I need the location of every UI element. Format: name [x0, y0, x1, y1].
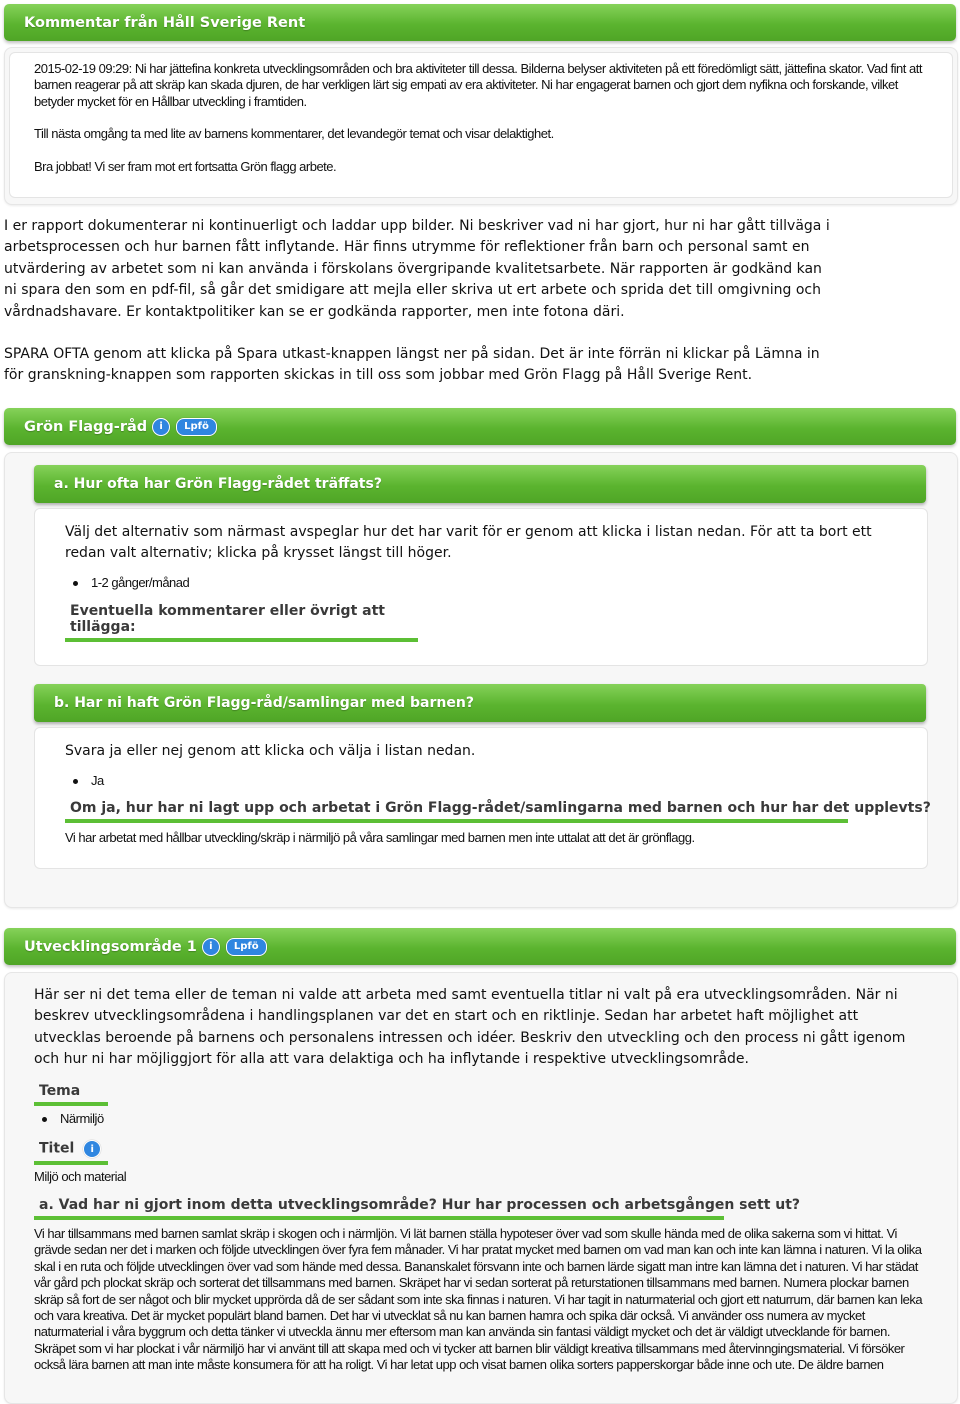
comment-paragraph-3: Bra jobbat! Vi ser fram mot ert fortsatta Grön flagg arbete.: [34, 159, 337, 174]
lpfo-badge[interactable]: Lpfö: [226, 938, 267, 956]
question-a-title: a. Hur ofta har Grön Flagg-rådet träffats?: [54, 476, 382, 492]
utvecklingsomrade-title: Utvecklingsområde 1: [24, 938, 197, 955]
question-a-comment-label: Eventuella kommentarer eller övrigt att tillägga:: [65, 603, 418, 642]
info-icon[interactable]: i: [152, 418, 170, 436]
question-a-instruction: Välj det alternativ som närmast avspeglar hur det har varit för er genom att klicka i listan nedan. För att ta bort ett redan valt alternativ; klicka på krysset längst till höger.: [65, 524, 872, 562]
question-a-header: [34, 465, 926, 503]
lpfo-badge[interactable]: Lpfö: [176, 418, 217, 436]
utvecklingsomrade-header: [4, 928, 956, 965]
utvecklingsomrade-question-a-label: a. Vad har ni gjort inom detta utvecklingsområde? Hur har processen och arbetsgången sett ut?: [34, 1197, 724, 1220]
tema-value: Närmiljö: [60, 1111, 104, 1126]
question-b-header: [34, 684, 926, 722]
intro-paragraph-1: I er rapport dokumenterar ni kontinuerligt och laddar upp bilder. Ni beskriver vad ni har gjort, hur ni har gått tillväga i arbetsprocessen och hur barnen fått inflytande. Här finns utrymme för reflektioner från barn och personal samt en utvärdering av arbetet som ni kan använda i förskolans övergripande kvalitetsarbete. När rapporten är godkänd kan ni spara den som en pdf-fil, så går det smidigare att mejla eller skriva ut ert arbete och sprida det till omgivning och vårdnadshavare. Er kontaktpolitiker kan se er godkända rapporter, men inte fotona däri.: [4, 218, 830, 320]
question-b-followup-answer: Vi har arbetat med hållbar utveckling/skräp i närmiljö på våra samlingar med barnen men inte uttalat att det är grönflagg.: [65, 830, 695, 845]
question-b-instruction: Svara ja eller nej genom att klicka och välja i listan nedan.: [65, 743, 476, 759]
comment-paragraph-1: 2015-02-19 09:29: Ni har jättefina konkreta utvecklingsområden och bra aktiviteter till dessa. Bilderna belyser aktiviteten på ett föredömligt sätt, jättefina skator. Vad fint att barnen reagerar på att skräp kan skada djuren, de har verkligen lärt sig empati av era aktiviteter. Ni har engagerat barnen och gjort dem nyfikna och forskande, vilket betyder mycket för en Hållbar utveckling i framtiden.: [34, 61, 922, 109]
comment-section-header: [4, 4, 956, 41]
comment-section-title: Kommentar från Håll Sverige Rent: [24, 14, 306, 31]
question-a-selected-option[interactable]: 1-2 gånger/månad: [91, 575, 190, 590]
info-icon[interactable]: i: [83, 1140, 101, 1158]
tema-label: Tema: [34, 1083, 108, 1106]
titel-label-text: Titel: [39, 1140, 75, 1157]
titel-label: [34, 1140, 108, 1165]
question-b-selected-option[interactable]: Ja: [91, 773, 104, 788]
gron-flagg-rad-title: Grön Flagg-råd: [24, 418, 148, 435]
info-icon[interactable]: i: [202, 938, 220, 956]
gron-flagg-rad-header: [4, 408, 956, 445]
question-b-followup-label: Om ja, hur har ni lagt upp och arbetat i Grön Flagg-rådet/samlingarna med barnen och hur har det upplevts?: [65, 800, 848, 823]
intro-paragraph-2: SPARA OFTA genom att klicka på Spara utkast-knappen längst ner på sidan. Det är inte förrän ni klickar på Lämna in för granskning-knappen som rapporten skickas in till oss som jobbar med Grön Flagg på Håll Sverige Rent.: [4, 346, 820, 384]
utvecklingsomrade-description: Här ser ni det tema eller de teman ni valde att arbeta med samt eventuella titlar ni valt på era utvecklingsområden. När ni beskrev utvecklingsområdena i handlingsplanen var det en start och en riktlinje. Sedan har arbetet haft möjlighet att utvecklas beroende på barnens och personalens intressen och idéer. Beskriv den utveckling och den process ni gått igenom och hur ni har möjliggjort för alla att vara delaktiga och ha inflytande i respektive utvecklingsområde.: [34, 987, 906, 1068]
comment-paragraph-2: Till nästa omgång ta med lite av barnens kommentarer, det levandegör temat och visar delaktighet.: [34, 126, 554, 141]
utvecklingsomrade-question-a-answer: Vi har tillsammans med barnen samlat skräp i skogen och i närmljön. Vi lät barnen ställa hypoteser över vad som skulle hända med de olika sakerna som vi hittat. Vi grävde sedan ner det i marken och följde utvecklingen över fyra fem månader. Vi har pratat mycket med barnen om vad man kan och inte kan lämna i naturen. Vi la olika skal i en ruta och följde utvecklingen över vad som hände med dessa. Bananskalet försvann inte och barnen lärde sigatt man intre kan lämna det i naturen. Vi har städat vår gård pch plockat skräp och sorterat det tillsammans med barnen. Skräpet har vi sedan sorterat på returstationen tillsammans med barnen. Numera plockar barnen skräp så fort de ser något och blir mycket upprörda då de ser sådant som inte ska finnas i naturen. Vi har tagit in naturmaterial och gjort ett naturrum, där barnen kan leka och vara kreativa. Det är mycket populärt bland barnen. Det har vi utvecklat så nu kan barnen hamra och spika där också. Vi använder oss numera av mycket naturmaterial i våra byggrum och detta tänker vi utveckla ännu mer eftersom man kan använda sin fantasi väldigt mycket och det är väldigt utvecklande för barnen. Skräpet som vi har plockat i vår närmiljö har vi använt till att skapa med och vi tycker att barnen blir väldigt kreativa tillsammans med återvinngingsmaterial. Vi försöker också lära barnen att man inte måste konsumera för att ha roligt. Vi har letat upp och visat barnen olika sorters papperskorgar både inne och ute. De äldre barnen: [34, 1226, 923, 1373]
titel-value: Miljö och material: [34, 1169, 127, 1184]
question-b-title: b. Har ni haft Grön Flagg-råd/samlingar med barnen?: [54, 695, 474, 711]
